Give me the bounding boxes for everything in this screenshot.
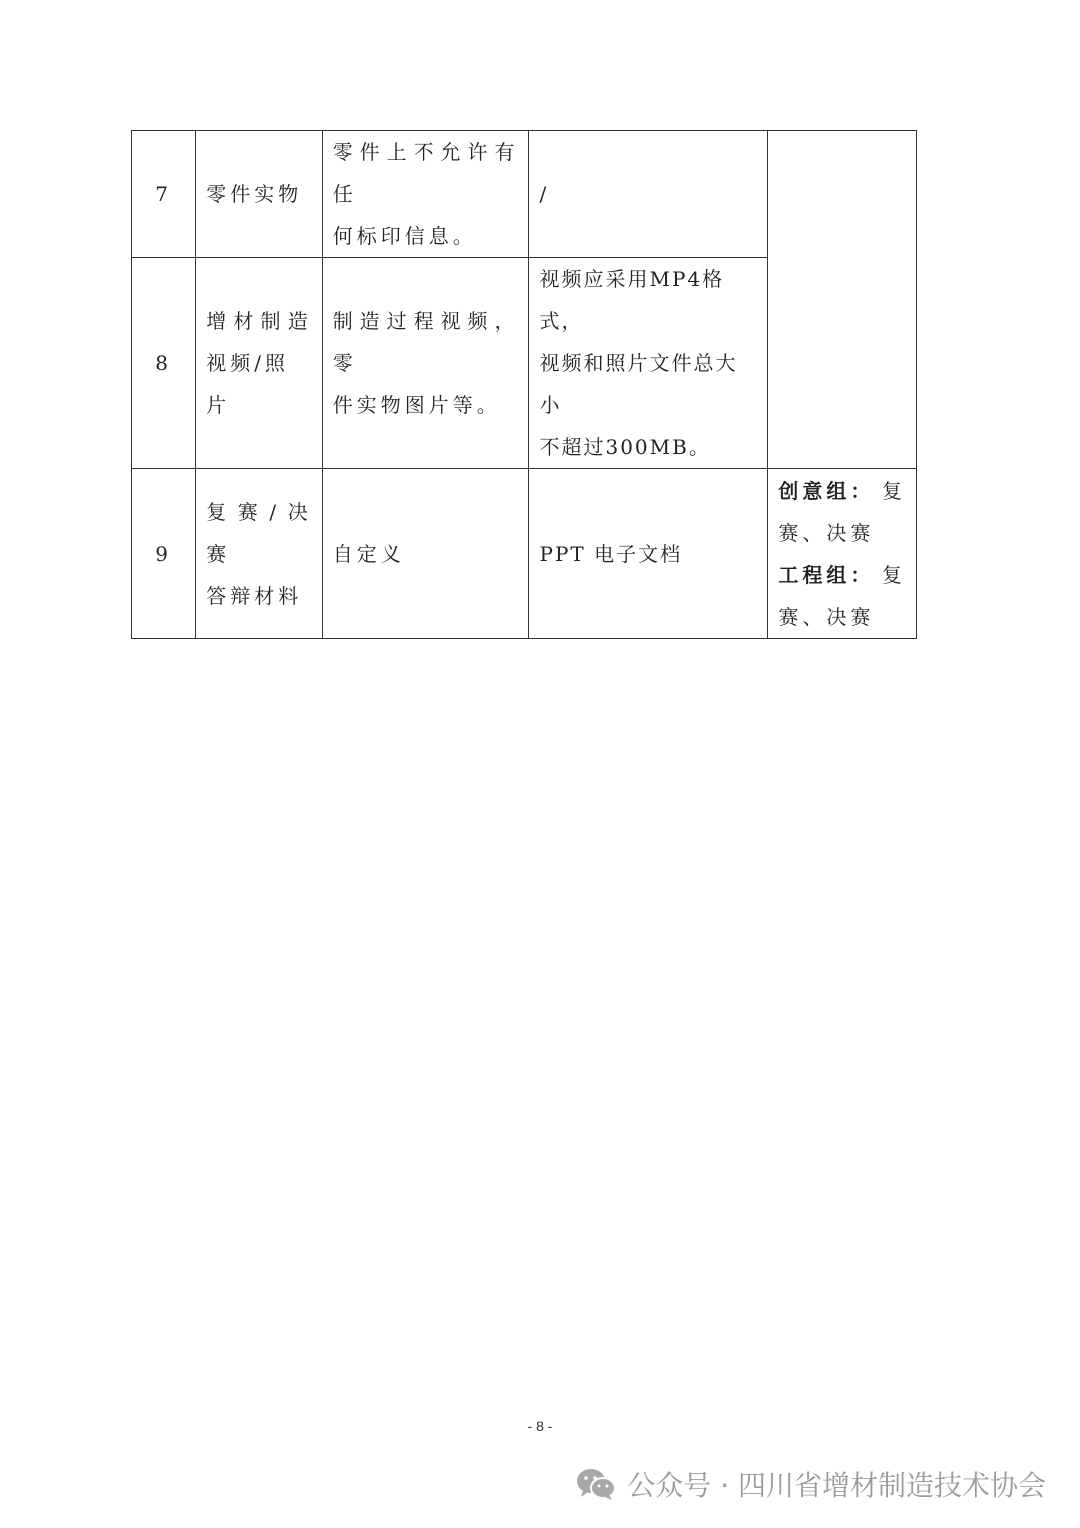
material-format xyxy=(529,131,768,258)
row-number: 9 xyxy=(132,469,196,639)
text-line: 件实物图片等。 xyxy=(332,393,501,417)
watermark xyxy=(575,1462,1046,1506)
text-line: 何标印信息。 xyxy=(332,224,477,248)
text-line: 零件实物 xyxy=(206,182,303,206)
text-line: 视频/照片 xyxy=(206,351,289,417)
text-line: PPT 电子文档 xyxy=(539,541,683,566)
stage-line xyxy=(778,470,906,512)
row-number: 7 xyxy=(132,131,196,258)
material-format xyxy=(529,258,768,469)
stage-text: 复 xyxy=(882,562,906,587)
stage-line xyxy=(778,554,906,596)
materials-table xyxy=(131,130,917,639)
text-line: 自定义 xyxy=(332,541,405,566)
text-line: 复赛/决赛 xyxy=(206,499,312,566)
text-line: 答辩材料 xyxy=(206,583,303,608)
material-requirement xyxy=(322,469,529,639)
text-line: / xyxy=(539,182,551,206)
text-line: 零件上不允许有任 xyxy=(332,140,519,206)
stage-text: 赛、决赛 xyxy=(778,520,875,545)
material-name xyxy=(196,131,322,258)
stage-text: 复 xyxy=(882,478,906,503)
stage-cell xyxy=(768,469,917,639)
table-row xyxy=(132,469,917,639)
text-line: 视频和照片文件总大小 xyxy=(539,351,738,417)
stage-cell-empty xyxy=(768,131,917,469)
table-row xyxy=(132,131,917,258)
text-line: 增材制造 xyxy=(206,309,312,333)
material-requirement xyxy=(322,131,529,258)
watermark-text: 公众号 · 四川省增材制造技术协会 xyxy=(627,1469,1046,1502)
stage-text: 赛、决赛 xyxy=(778,604,875,629)
wechat-icon xyxy=(575,1466,617,1502)
text-line: 不超过300MB。 xyxy=(539,435,711,459)
material-format xyxy=(529,469,768,639)
group-label: 创意组： xyxy=(778,478,875,503)
material-name xyxy=(196,469,322,639)
group-label: 工程组： xyxy=(778,562,875,587)
material-name xyxy=(196,258,322,469)
page-number: - 8 - xyxy=(527,1418,553,1434)
material-requirement xyxy=(322,258,529,469)
text-line: 制造过程视频，零 xyxy=(332,309,519,375)
row-number: 8 xyxy=(132,258,196,469)
text-line: 视频应采用MP4格式， xyxy=(539,267,725,333)
